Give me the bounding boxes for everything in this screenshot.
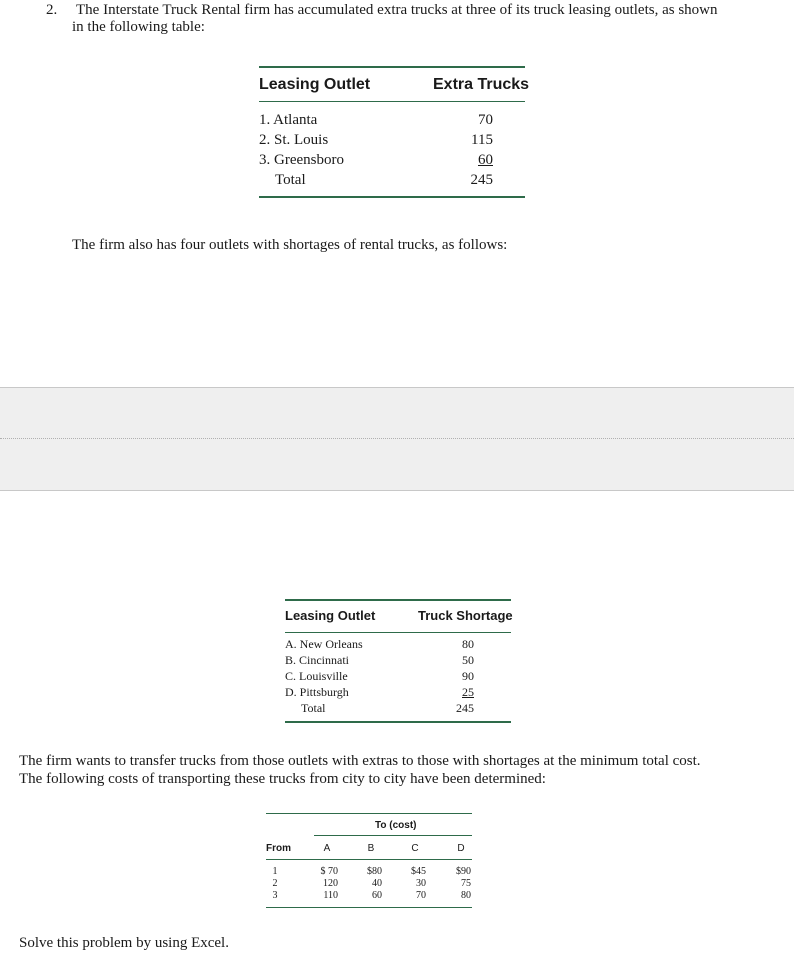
cost-cell: 60 xyxy=(372,890,382,901)
cost-row-from: 1 xyxy=(272,866,278,877)
shortage-row-outlet: C. Louisville xyxy=(285,669,348,683)
extras-row-value xyxy=(453,152,493,169)
cost-cell: 70 xyxy=(416,890,426,901)
table-header-rule xyxy=(266,859,472,860)
dotted-divider xyxy=(0,438,794,439)
cost-table-title: To (cost) xyxy=(375,820,417,831)
extras-header-value: Extra Trucks xyxy=(433,76,530,93)
table-bottom-rule xyxy=(266,907,472,908)
cost-cell: 110 xyxy=(323,890,338,901)
extras-row-value-text: 60 xyxy=(478,152,493,168)
cost-col-header: B xyxy=(367,843,375,854)
shortage-row-outlet: D. Pittsburgh xyxy=(285,685,349,699)
table-top-rule xyxy=(285,599,511,601)
cost-cell: 80 xyxy=(461,890,471,901)
extras-row-outlet: 2. St. Louis xyxy=(259,132,329,148)
extras-row-outlet: 1. Atlanta xyxy=(259,112,318,128)
transfer-text-line2: The following costs of transporting these trucks from city to city have been determined: xyxy=(19,771,546,787)
cost-title-rule xyxy=(314,835,472,836)
shortage-total-value: 245 xyxy=(456,701,474,715)
cost-cell: $90 xyxy=(456,866,471,877)
problem-number: 2. xyxy=(46,2,58,18)
shortage-header-value: Truck Shortage xyxy=(418,608,513,623)
shortage-total-label: Total xyxy=(301,701,326,715)
cost-col-header: A xyxy=(323,843,331,854)
table-header-rule xyxy=(285,632,511,633)
shortage-row-value xyxy=(434,685,474,700)
shortage-row-outlet: A. New Orleans xyxy=(285,637,363,651)
shortage-header-outlet: Leasing Outlet xyxy=(285,608,376,623)
instruction-text: Solve this problem by using Excel. xyxy=(19,935,229,951)
cost-cell: $80 xyxy=(367,866,382,877)
cost-cell: 120 xyxy=(323,878,338,889)
cost-cell: $45 xyxy=(411,866,426,877)
shortage-row-outlet: B. Cincinnati xyxy=(285,653,349,667)
problem-intro-line2: in the following table: xyxy=(72,19,205,35)
cost-row-from: 2 xyxy=(272,878,278,889)
cost-col-header: D xyxy=(457,843,465,854)
shortage-row-value: 80 xyxy=(462,637,474,651)
extras-total-value: 245 xyxy=(470,172,493,188)
extras-row-value: 115 xyxy=(471,132,493,148)
table-top-rule xyxy=(259,66,525,68)
problem-intro-line1: The Interstate Truck Rental firm has accumulated extra trucks at three of its truck leasing outlets, as shown xyxy=(76,2,718,18)
table-header-rule xyxy=(259,101,525,102)
table-bottom-rule xyxy=(285,721,511,723)
cost-cell: 40 xyxy=(372,878,382,889)
separator-band xyxy=(0,387,794,491)
cost-cell: 30 xyxy=(416,878,426,889)
extras-row-value: 70 xyxy=(478,112,493,128)
extras-total-label: Total xyxy=(275,172,306,188)
shortage-row-value: 50 xyxy=(462,653,474,667)
extras-row-outlet: 3. Greensboro xyxy=(259,152,344,168)
table-bottom-rule xyxy=(259,196,525,198)
cost-row-from: 3 xyxy=(272,890,278,901)
shortage-row-value: 90 xyxy=(462,669,474,683)
table-top-rule xyxy=(266,813,472,814)
cost-col-header: C xyxy=(411,843,419,854)
cost-cell: $ 70 xyxy=(320,866,338,877)
cost-from-label: From xyxy=(266,843,291,854)
transfer-text-line1: The firm wants to transfer trucks from those outlets with extras to those with shortages at the minimum total cost. xyxy=(19,753,701,769)
extras-header-outlet: Leasing Outlet xyxy=(259,76,371,93)
shortage-row-value-text: 25 xyxy=(462,685,474,699)
cost-cell: 75 xyxy=(461,878,471,889)
shortage-intro-text: The firm also has four outlets with shortages of rental trucks, as follows: xyxy=(72,237,508,253)
